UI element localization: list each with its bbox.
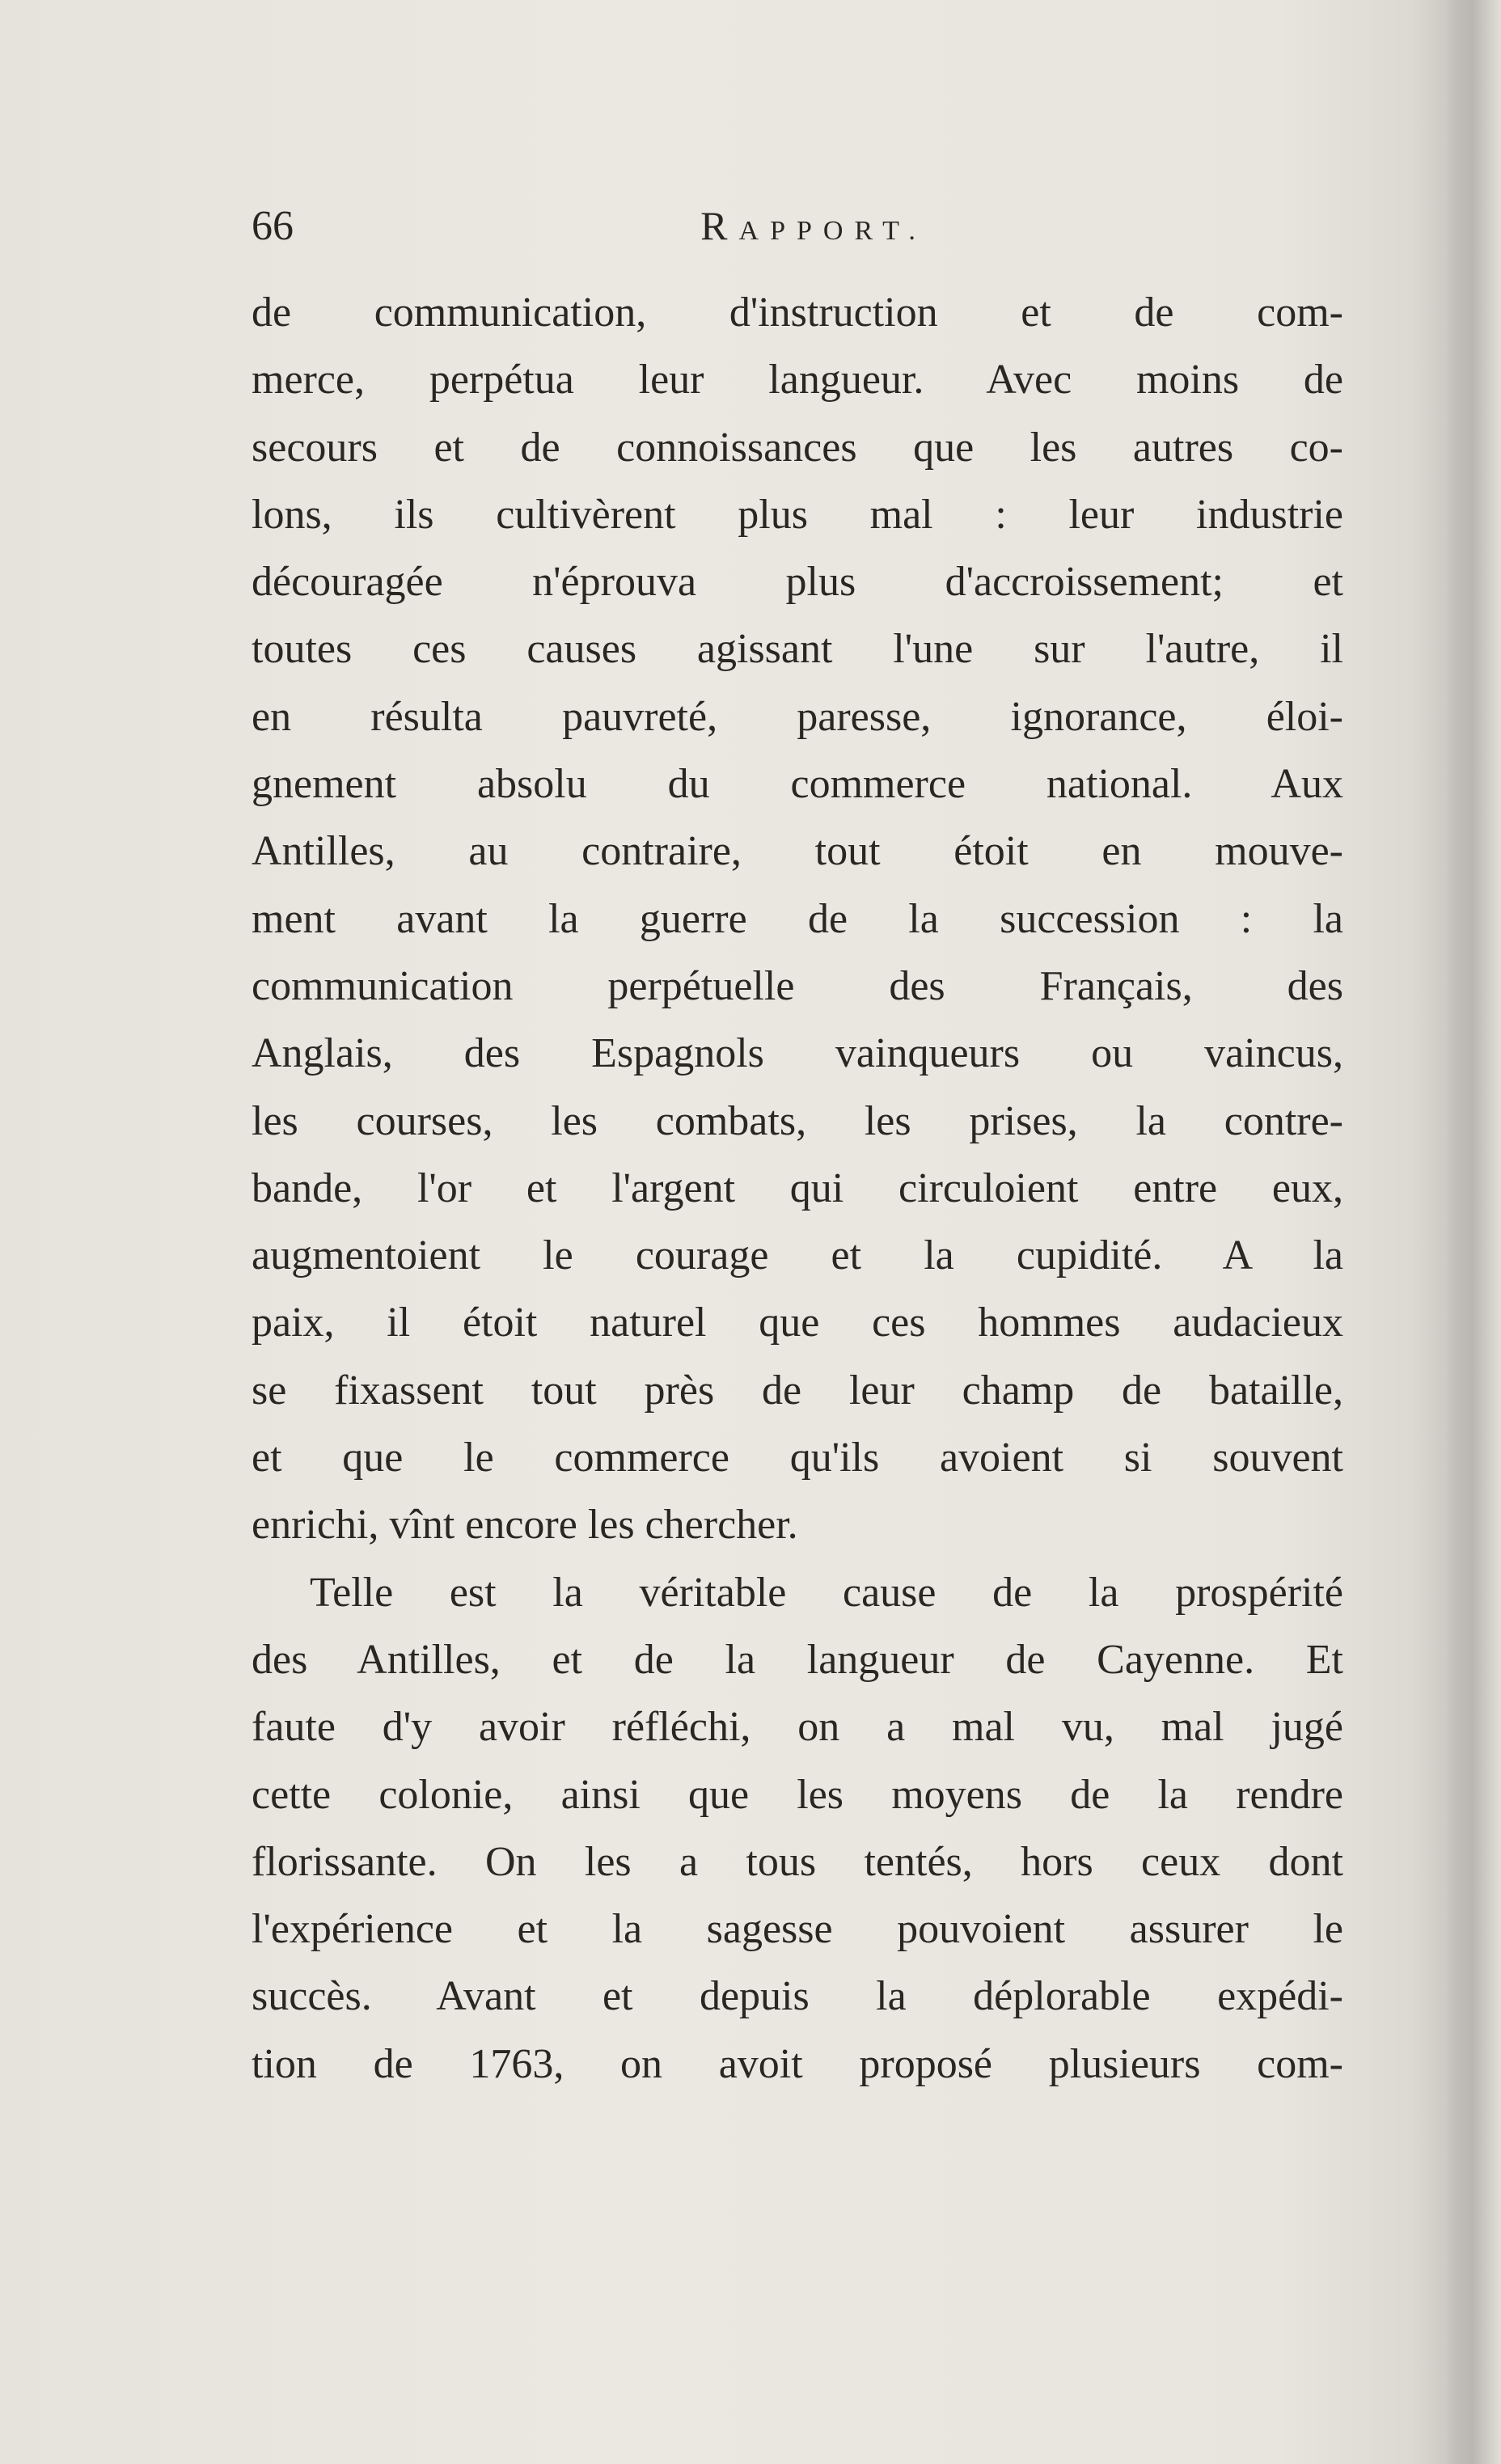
text-line: ment avant la guerre de la succession : la (252, 895, 1343, 942)
text-line: gnement absolu du commerce national. Aux (252, 761, 1343, 808)
running-head-initial: R (700, 203, 739, 248)
running-head (252, 202, 1343, 249)
text-line: merce, perpétua leur langueur. Avec moins de (252, 357, 1343, 404)
text-line: secours et de connoissances que les autres co- (252, 424, 1343, 471)
text-line: des Antilles, et de la langueur de Cayenne. Et (252, 1636, 1343, 1683)
text-line: Antilles, au contraire, tout étoit en mouve- (252, 828, 1343, 875)
page-header (252, 202, 1343, 259)
text-line: se fixassent tout près de leur champ de bataille, (252, 1367, 1343, 1414)
text-line: cette colonie, ainsi que les moyens de la rendre (252, 1771, 1343, 1818)
page-edge-shadow (1444, 0, 1501, 2464)
text-line: faute d'y avoir réfléchi, on a mal vu, mal jugé (252, 1704, 1343, 1751)
text-line: paix, il étoit naturel que ces hommes audacieux (252, 1300, 1343, 1346)
text-line: bande, l'or et l'argent qui circuloient entre eux, (252, 1164, 1343, 1211)
text-line: découragée n'éprouva plus d'accroissement; et (252, 559, 1343, 606)
text-line: succès. Avant et depuis la déplorable expédi- (252, 1973, 1343, 2020)
text-line: augmentoient le courage et la cupidité. A la (252, 1232, 1343, 1279)
text-line: et que le commerce qu'ils avoient si souvent (252, 1435, 1343, 1481)
body-text (252, 279, 1343, 2098)
text-line: florissante. On les a tous tentés, hors ceux dont (252, 1838, 1343, 1885)
text-line: en résulta pauvreté, paresse, ignorance, éloi- (252, 693, 1343, 740)
text-line: enrichi, vînt encore les chercher. (252, 1502, 798, 1549)
page-number: 66 (252, 203, 294, 249)
running-head-rest: APPORT. (738, 216, 927, 246)
text-line: lons, ils cultivèrent plus mal : leur industrie (252, 491, 1343, 538)
text-line: de communication, d'instruction et de com- (252, 290, 1343, 336)
text-line: les courses, les combats, les prises, la contre- (252, 1097, 1343, 1144)
text-line: tion de 1763, on avoit proposé plusieurs com- (252, 2040, 1343, 2087)
text-line: Telle est la véritable cause de la prospérité (310, 1569, 1343, 1616)
text-line: l'expérience et la sagesse pouvoient assurer le (252, 1906, 1343, 1953)
text-line: communication perpétuelle des Français, des (252, 962, 1343, 1009)
text-line: toutes ces causes agissant l'une sur l'autre, il (252, 626, 1343, 673)
text-line: Anglais, des Espagnols vainqueurs ou vaincus, (252, 1030, 1343, 1077)
